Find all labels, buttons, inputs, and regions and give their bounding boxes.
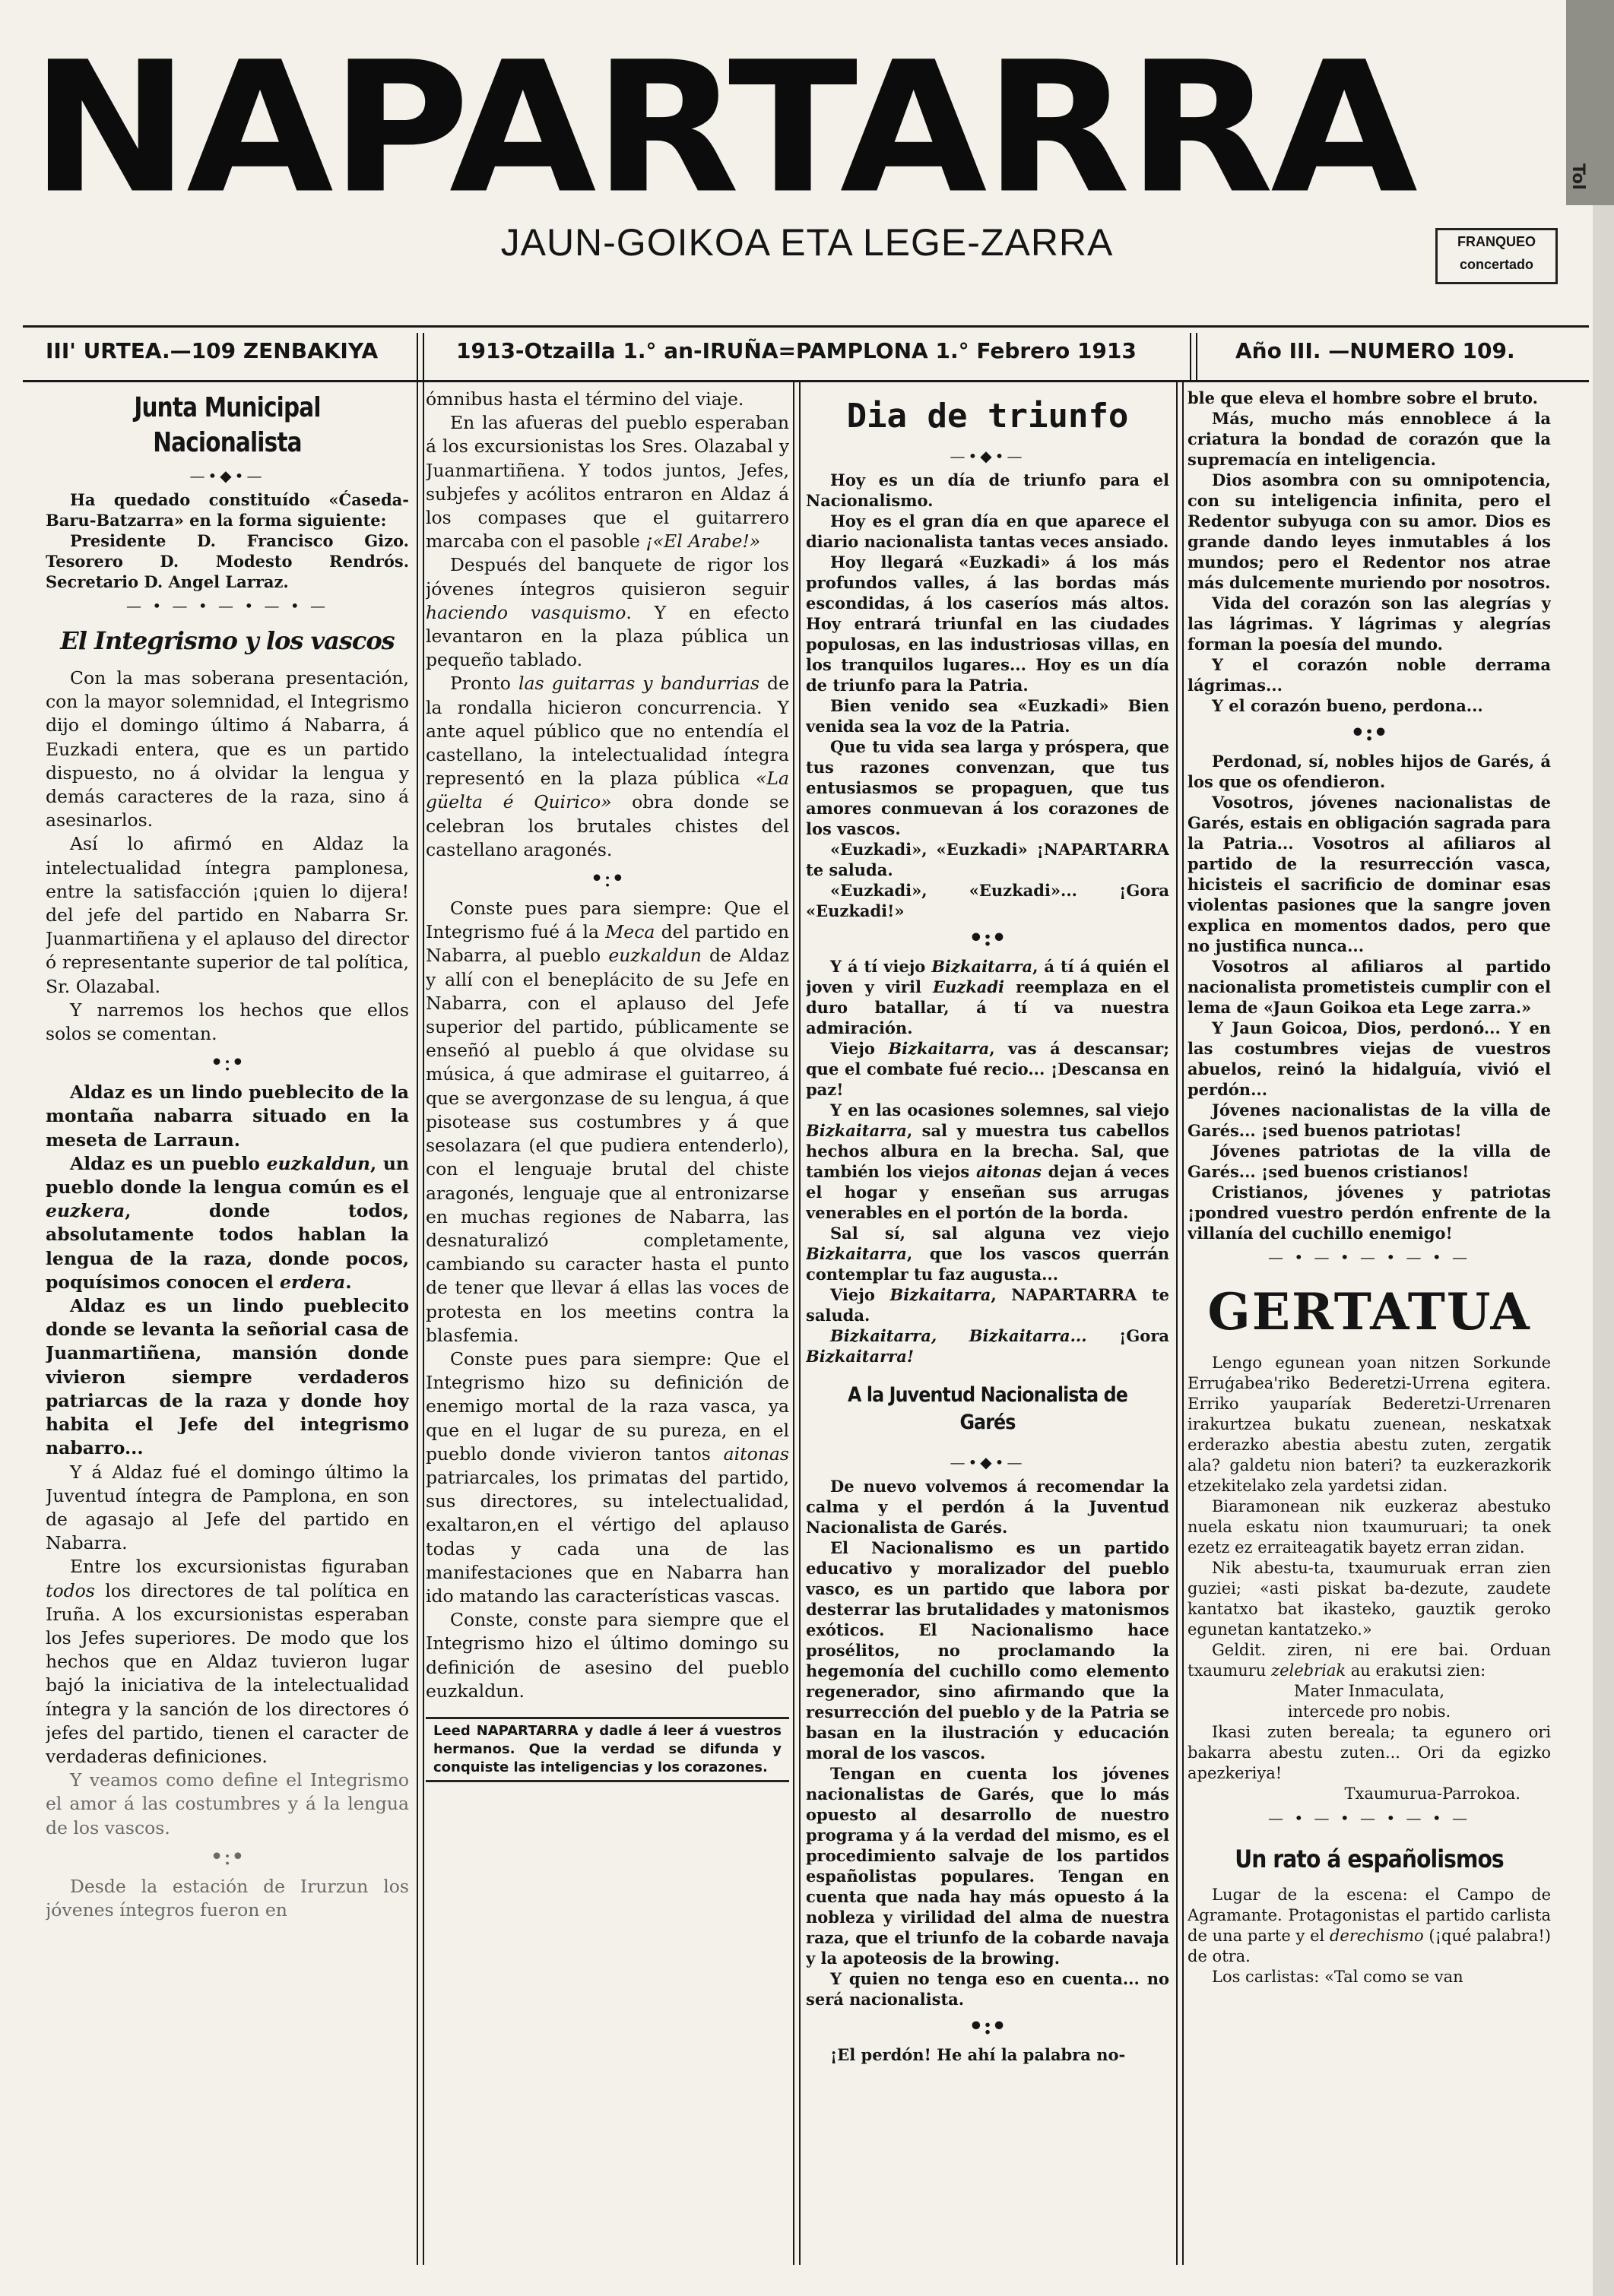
integrismo-heading: El Integrismo y los vascos bbox=[60, 626, 395, 655]
dateline-separator bbox=[417, 333, 424, 380]
paragraph: Con la mas soberana presentación, con la mayor solemnidad, el Integrismo dijo el domingo último á Nabarra, á Euzkadi entera, que es un partido dispuesto, no á olvidar la lengua y demás caracteres de la raza, sino á asesinarlos. bbox=[46, 667, 409, 831]
paragraph: Cristianos, jóvenes y patriotas ¡pondred vuestro perdón enfrente de la villanía del cuchillo enemigo! bbox=[1188, 1183, 1551, 1243]
paragraph: «Euzkadi», «Euzkadi»... ¡Gora «Euzkadi!» bbox=[806, 881, 1169, 920]
column-1 bbox=[46, 388, 409, 2265]
newspaper-motto: JAUN-GOIKOA ETA LEGE-ZARRA bbox=[500, 221, 1114, 264]
paragraph: Y veamos como define el Integrismo el amor á las costumbres y á la lengua de los vascos. bbox=[46, 1769, 409, 1838]
paragraph: Y el corazón noble derrama lágrimas... bbox=[1188, 655, 1551, 695]
paragraph: Viejo Bizkaitarra, vas á descansar; que el combate fué recio... ¡Descansa en paz! bbox=[806, 1039, 1169, 1099]
paragraph: Aldaz es un lindo pueblecito de la montaña nabarra situado en la meseta de Larraun. bbox=[46, 1081, 409, 1151]
dash-divider: — • — • — • — • — bbox=[1267, 1248, 1471, 1266]
paragraph: Conste pues para siempre: Que el Integrismo fué á la Meca del partido en Nabarra, al pueblo euzkaldun de Aldaz y allí con el beneplácito de su Jefe en Nabarra, con el aplauso del Jefe superior del partido, públicamente se enseñó al pueblo á que olvidase su música, á que admirase el guitarreo, á que se avergonzase de su lengua, á que pisotease sus costumbres y á que sesolazara (el que pudiera entenderlo), con el lenguaje brutal del chiste aragonés, lenguaje que al entronizarse en muchas regiones de Nabarra, las desnaturalizó completamente, cambiando su caracter hasta el punto de tener que llevar á ellas las voces de protesta en los meetins contra la blasfemia. bbox=[426, 898, 789, 1346]
paragraph: Y narremos los hechos que ellos solos se comentan. bbox=[46, 999, 409, 1045]
paragraph: Bien venido sea «Euzkadi» Bien venida sea la voz de la Patria. bbox=[806, 696, 1169, 736]
ornament: —•◆•— bbox=[950, 1453, 1026, 1471]
paragraph: Hoy es un día de triunfo para el Nacionalismo. bbox=[806, 470, 1169, 510]
dateline-center: 1913-Otzailla 1.° an-IRUÑA=PAMPLONA 1.° Febrero 1913 bbox=[456, 338, 1137, 363]
paragraph: Y quien no tenga eso en cuenta... no será nacionalista. bbox=[806, 1969, 1169, 2009]
paragraph: Sal sí, sal alguna vez viejo Bizkaitarra, que los vascos querrán contemplar tu faz augusta... bbox=[806, 1224, 1169, 1284]
signature: Txaumurua-Parrokoa. bbox=[1344, 1785, 1520, 1803]
españolismos-heading: Un rato á españolismos bbox=[1235, 1845, 1504, 1873]
dots-divider: •:• bbox=[590, 866, 625, 893]
paragraph: Así lo afirmó en Aldaz la intelectualidad íntegra pamplonesa, entre la satisfacción ¡quien lo dijera! del jefe del partido en Nabarra Sr. Juanmartiñena y el aplauso del director ó representante superior de tal política, Sr. Olazabal. bbox=[46, 833, 409, 997]
paragraph: Geldit. ziren, ni ere bai. Orduan txaumuru zelebriak au erakutsi zien: bbox=[1188, 1641, 1551, 1680]
paragraph: En las afueras del pueblo esperaban á los excursionistas los Sres. Olazabal y Juanmartiñena. Y todos juntos, Jefes, subjefes y acólitos entraron en Aldaz á los compases que el guitarrero marcaba con el pasoble ¡«El Arabe!» bbox=[426, 412, 789, 553]
postage-line-2: concertado bbox=[1459, 257, 1534, 272]
paragraph: Desde la estación de Irurzun los jóvenes íntegros fueron en bbox=[46, 1875, 409, 1921]
dots-divider: •:• bbox=[210, 1050, 245, 1077]
paragraph: Los carlistas: «Tal como se van bbox=[1212, 1968, 1463, 1986]
paragraph: ble que eleva el hombre sobre el bruto. bbox=[1188, 388, 1538, 407]
dia-de-triunfo-heading: Dia de triunfo bbox=[846, 397, 1129, 435]
paragraph: Viejo Bizkaitarra, NAPARTARRA te saluda. bbox=[806, 1285, 1169, 1325]
dots-divider: •:• bbox=[1350, 720, 1388, 746]
paragraph: Conste, conste para siempre que el Integrismo hizo el último domingo su definición de asesino del pueblo euzkaldun. bbox=[426, 1609, 789, 1702]
dateline-separator bbox=[1190, 333, 1197, 380]
junta-members: Presidente D. Francisco Gizo. Tesorero D. Modesto Rendrós. Secretario D. Angel Larraz. bbox=[46, 531, 409, 591]
paragraph: Y Jaun Goicoa, Dios, perdonó... Y en las costumbres viejas de vuestros abuelos, reinó la hidalguía, vivió el perdón... bbox=[1188, 1018, 1551, 1099]
dots-divider: •:• bbox=[969, 2013, 1007, 2040]
dots-divider: •:• bbox=[969, 925, 1007, 952]
juventud-heading: A la Juventud Nacionalista de Garés bbox=[847, 1383, 1128, 1434]
paragraph: Y en las ocasiones solemnes, sal viejo Bizkaitarra, sal y muestra tus cabellos hechos albura en la brecha. Sal, que también los viejos aitonas dejan á veces el hogar y enseñan sus arrugas venerables en el portón de la borda. bbox=[806, 1100, 1169, 1222]
paragraph: Más, mucho más ennoblece á la criatura la bondad de corazón que la supremacía en inteligencia. bbox=[1188, 409, 1551, 469]
paragraph: ¡El perdón! He ahí la palabra no- bbox=[830, 2045, 1126, 2064]
paragraph: Bizkaitarra, Bizkaitarra... ¡Gora Bizkaitarra! bbox=[806, 1326, 1169, 1366]
newspaper-title: NAPARTARRA bbox=[30, 23, 1415, 233]
paragraph: Dios asombra con su omnipotencia, con su inteligencia infinita, pero el Redentor subyuga con su amor. Dios es grande dando leyes inmutables á los mundos; pero el Redentor nos atrae más dulcemente muriendo por nosotros. bbox=[1188, 470, 1551, 592]
paragraph: Lengo egunean yoan nitzen Sorkunde Erruģabea'riko Bederetzi-Urrena egitera. Erriko yauparíak Bederetzi-Urrenaren irakurtzea bukatu zuenean, neskatxak erderazko abestia abestu zuten, zergatik ala? galdetu nion bateri? ta euzkerazkorik etzekitelako zela yardetsi zidan. bbox=[1188, 1354, 1551, 1495]
column-3 bbox=[806, 388, 1169, 2265]
paragraph: Que tu vida sea larga y próspera, que tus razones convenzan, que tus entusiasmos se propaguen, que tus amores conmuevan á los corazones de los vascos. bbox=[806, 737, 1169, 838]
ornament: —•◆•— bbox=[189, 467, 265, 485]
paragraph: Y el corazón bueno, perdona... bbox=[1212, 696, 1483, 715]
paragraph: Pronto las guitarras y bandurrias de la rondalla hicieron concurrencia. Y ante aquel público que no entendía el castellano, la intelectualidad íntegra representó en la plaza pública «La güelta é Quirico» obra donde se celebran los brutales chistes del castellano aragonés. bbox=[426, 673, 789, 860]
paragraph: Vida del corazón son las alegrías y las lágrimas. Y lágrimas y alegrías forman la poesía del mundo. bbox=[1188, 594, 1551, 654]
verse-line: intercede pro nobis. bbox=[1287, 1702, 1451, 1721]
paragraph: ómnibus hasta el término del viaje. bbox=[426, 388, 744, 410]
postage-line-1: FRANQUEO bbox=[1457, 234, 1536, 249]
paragraph: Entre los excursionistas figuraban todos los directores de tal política en Iruña. A los excursionistas esperaban los Jefes superiores. De modo que los hechos que en Aldaz tuvieron lugar bajó la iniciativa de la intelectualidad íntegra y la sanción de los directores ó jefes del partido, tienen el caracter de verdaderas definiciones. bbox=[46, 1556, 409, 1767]
paragraph: Lugar de la escena: el Campo de Agramante. Protagonistas el partido carlista de una parte y el derechismo (¡qué palabra!) de otra. bbox=[1188, 1886, 1551, 1965]
paragraph: Nik abestu-ta, txaumuruak erran zien guziei; «asti piskat ba-dezute, zaudete kantatxo bat ikasteko, gauztik geroko egunetan kantatzeko.» bbox=[1188, 1559, 1551, 1639]
dateline-right: Año III. —NUMERO 109. bbox=[1235, 338, 1515, 363]
paragraph: Perdonad, sí, nobles hijos de Garés, á los que os ofendieron. bbox=[1188, 752, 1551, 791]
paragraph: Aldaz es un pueblo euzkaldun, un pueblo donde la lengua común es el euzkera, donde todos, absolutamente todos hablan la lengua de la raza, donde pocos, poquísimos conocen el erdera. bbox=[46, 1152, 409, 1293]
paragraph: Jóvenes nacionalistas de la villa de Garés... ¡sed buenos patriotas! bbox=[1188, 1100, 1551, 1140]
dash-divider: — • — • — • — • — bbox=[125, 597, 329, 615]
paragraph: El Nacionalismo es un partido educativo y moralizador del pueblo vasco, es un partido que labora por desterrar las brutalidades y matonismos exóticos. El Nacionalismo hace prosélitos, no proclamando la hegemonía del cuchillo como elemento regenerador, sino afirmando que la resurrección del pueblo y de la Patria se basan en la ilustración y educación moral de los vascos. bbox=[806, 1538, 1169, 1762]
top-rule bbox=[23, 325, 1589, 328]
paragraph: Hoy es el gran día en que aparece el diario nacionalista tantas veces ansiado. bbox=[806, 511, 1169, 551]
verse-line: Mater Inmaculata, bbox=[1293, 1682, 1444, 1700]
bottom-rule bbox=[23, 380, 1589, 382]
column-2 bbox=[426, 388, 789, 2265]
gertatua-heading: GERTATUA bbox=[1207, 1282, 1531, 1341]
junta-intro: Ha quedado constituído «Ćaseda-Baru-Batzarra» en la forma siguiente: bbox=[46, 490, 409, 530]
column-separator bbox=[417, 380, 424, 2265]
dateline bbox=[0, 338, 1614, 376]
paragraph: Vosotros, jóvenes nacionalistas de Garés, estais en obligación sagrada para la Patria... Vosotros al afiliaros al partido de la resurrección vasca, hicisteis el sacrificio de dominar esas violentas pasiones que la sangre joven explica en momentos dados, pero que no justifica nunca... bbox=[1188, 793, 1551, 955]
masthead bbox=[0, 23, 1614, 236]
junta-heading: Junta Municipal Nacionalista bbox=[134, 392, 321, 458]
paragraph: Ikasi zuten bereala; ta egunero ori bakarra abestu zuten... Ori da egizko apezkeriya! bbox=[1188, 1723, 1551, 1782]
reader-note: Leed NAPARTARRA y dadle á leer á vuestros hermanos. Que la verdad se difunda y conquiste las inteligencias y los corazones. bbox=[426, 1717, 789, 1782]
paragraph: Hoy llegará «Euzkadi» á los más profundos valles, á las bordas más escondidas, á los caseríos más altos. Hoy entrará triunfal en las ciudades populosas, en las industriosas villas, en los tranquilos lugares... Hoy es un día de triunfo para la Patria. bbox=[806, 553, 1169, 695]
paragraph: Jóvenes patriotas de la villa de Garés... ¡sed buenos cristianos! bbox=[1188, 1142, 1551, 1181]
column-separator bbox=[1176, 380, 1184, 2265]
paragraph: «Euzkadi», «Euzkadi» ¡NAPARTARRA te saluda. bbox=[806, 840, 1169, 879]
dash-divider: — • — • — • — • — bbox=[1267, 1809, 1471, 1827]
paragraph: Vosotros al afiliaros al partido nacionalista prometisteis cumplir con el lema de «Jaun Goikoa eta Lege zarra.» bbox=[1188, 957, 1551, 1017]
paragraph: Aldaz es un lindo pueblecito donde se levanta la señorial casa de Juanmartiñena, mansión donde vivieron siempre verdaderos patriarcas de la raza y donde hoy habita el Jefe del integrismo nabarro... bbox=[46, 1295, 409, 1459]
dots-divider: •:• bbox=[210, 1843, 245, 1870]
paragraph: Biaramonean nik euzkeraz abestuko nuela eskatu nion txaumuruari; ta onek ezetz ez erraiteagatik bayetz erran zidan. bbox=[1188, 1497, 1551, 1557]
paragraph: De nuevo volvemos á recomendar la calma y el perdón á la Juventud Nacionalista de Garés. bbox=[806, 1477, 1169, 1537]
paragraph: Conste pues para siempre: Que el Integrismo hizo su definición de enemigo mortal de la raza vasca, ya que en el lugar de su pureza, en el pueblo donde vivieron tantos aitonas patriarcales, los primatas del partido, sus directores, su intelectualidad, exaltaron,en el vértigo del aplauso todas y cada una de las manifestaciones que en Nabarra han ido matando las características vascas. bbox=[426, 1348, 789, 1607]
paragraph: Y á Aldaz fué el domingo último la Juventud íntegra de Pamplona, en son de agasajo al Jefe del partido en Nabarra. bbox=[46, 1461, 409, 1554]
column-4 bbox=[1188, 388, 1551, 2265]
ornament: —•◆•— bbox=[950, 447, 1026, 465]
tape-label: Tol bbox=[1568, 163, 1587, 190]
column-separator bbox=[793, 380, 801, 2265]
dateline-left: III' URTEA.—109 ZENBAKIYA bbox=[46, 338, 379, 363]
paragraph: Y á tí viejo Bizkaitarra, á tí á quién el joven y viril Euzkadi reemplaza en el duro batallar, á tí va nuestra admiración. bbox=[806, 957, 1169, 1037]
paragraph: Después del banquete de rigor los jóvenes íntegros quisieron seguir haciendo vasquismo. Y en efecto levantaron en la plaza pública un pequeño tablado. bbox=[426, 554, 789, 671]
paragraph: Tengan en cuenta los jóvenes nacionalistas de Garés, que lo más opuesto al desarrollo de nuestro programa y á la verdad del mismo, es el procedimiento salvaje de los partidos españolistas populares. Tengan en cuenta que nada hay más opuesto á la nobleza y virilidad del alma de nuestra raza, que el triunfo de la cobarde navaja y la apoteosis de la browing. bbox=[806, 1764, 1169, 1968]
postage-box bbox=[1435, 228, 1558, 284]
